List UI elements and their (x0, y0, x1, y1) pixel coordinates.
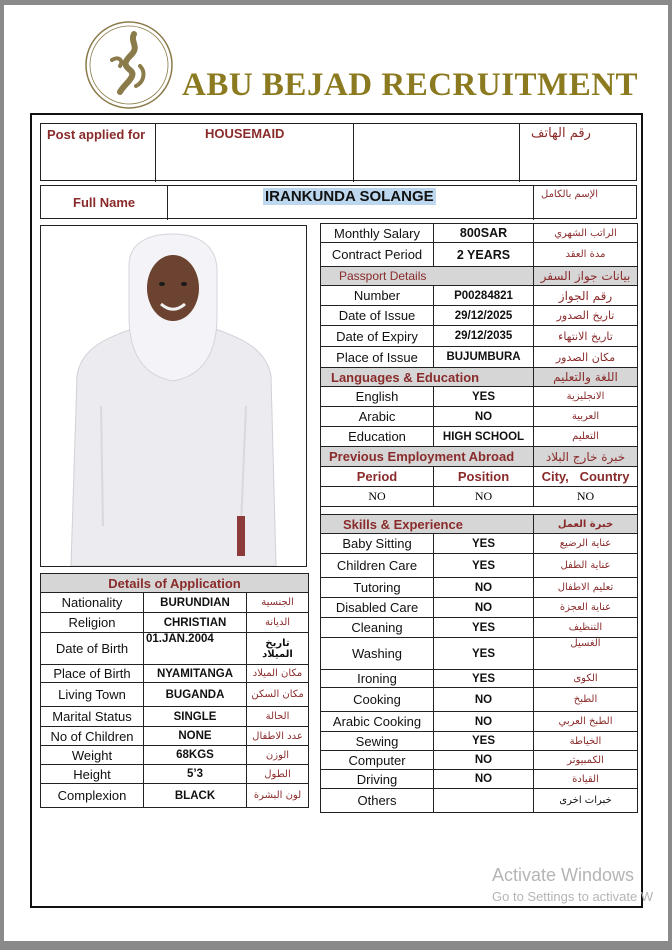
height-label: Height (41, 765, 144, 784)
pob-value: NYAMITANGA (144, 665, 247, 683)
activate-windows-subtitle: Go to Settings to activate W (492, 889, 654, 904)
salary-label: Monthly Salary (321, 224, 434, 243)
arabic-label-ar: العربية (534, 407, 638, 427)
skill-children-care-label: Children Care (321, 554, 434, 578)
education-value: HIGH SCHOOL (434, 427, 534, 447)
arabic-label: Arabic (321, 407, 434, 427)
skill-sewing-label: Sewing (321, 732, 434, 751)
skill-children-care-value: YES (434, 554, 534, 578)
passport-number-label-ar: رقم الجواز (534, 286, 638, 306)
skill-sewing-value: YES (434, 732, 534, 751)
skill-others-value (434, 789, 534, 813)
religion-label: Religion (41, 613, 144, 633)
languages-title-ar: اللغة والتعليم (534, 368, 638, 387)
nationality-label: Nationality (41, 593, 144, 613)
skill-driving-value: NO (434, 770, 534, 789)
skill-baby-sitting-ar: عناية الرضيع (534, 534, 638, 554)
skill-driving-label: Driving (321, 770, 434, 789)
dob-label: Date of Birth (41, 633, 144, 665)
brand-name: ABU BEJAD RECRUITMENT (182, 67, 639, 103)
contract-value: 2 YEARS (434, 243, 534, 267)
height-value: 5’3 (144, 765, 247, 784)
employment-position-value: NO (434, 487, 534, 507)
full-name-label: Full Name (73, 195, 136, 210)
full-name-value: IRANKUNDA SOLANGE (265, 188, 434, 205)
employment-city-header: City, Country (534, 467, 638, 487)
expiry-date-label-ar: تاريخ الانتهاء (534, 326, 638, 347)
arabic-value: NO (434, 407, 534, 427)
complexion-value: BLACK (144, 784, 247, 808)
skill-sewing-ar: الخياطة (534, 732, 638, 751)
skill-driving-ar: القيادة (534, 770, 638, 789)
skill-baby-sitting-label: Baby Sitting (321, 534, 434, 554)
nationality-label-ar: الجنسية (247, 593, 309, 613)
skill-ironing-label: Ironing (321, 670, 434, 688)
application-form (30, 113, 643, 908)
issue-date-label: Date of Issue (321, 306, 434, 326)
height-label-ar: الطول (247, 765, 309, 784)
issue-date-value: 29/12/2025 (434, 306, 534, 326)
living-town-label-ar: مكان السكن (247, 683, 309, 707)
applicant-photo-image (41, 226, 306, 566)
skill-ironing-ar: الكوى (534, 670, 638, 688)
expiry-date-label: Date of Expiry (321, 326, 434, 347)
application-details-table (40, 573, 309, 808)
complexion-label-ar: لون البشرة (247, 784, 309, 808)
post-applied-row (40, 123, 637, 181)
skill-baby-sitting-value: YES (434, 534, 534, 554)
pob-label: Place of Birth (41, 665, 144, 683)
marital-status-label: Marital Status (41, 707, 144, 727)
contract-label-ar: مدة العقد (534, 243, 638, 267)
skill-others-label: Others (321, 789, 434, 813)
passport-title: Passport Details (321, 267, 534, 286)
employment-city-value: NO (534, 487, 638, 507)
employment-period-header: Period (321, 467, 434, 487)
english-value: YES (434, 387, 534, 407)
living-town-value: BUGANDA (144, 683, 247, 707)
skill-washing-ar: الغسيل (534, 638, 638, 670)
pob-label-ar: مكان الميلاد (247, 665, 309, 683)
salary-label-ar: الراتب الشهري (534, 224, 638, 243)
skill-ironing-value: YES (434, 670, 534, 688)
languages-title: Languages & Education (321, 368, 534, 387)
weight-label: Weight (41, 746, 144, 765)
place-issue-label-ar: مكان الصدور (534, 347, 638, 368)
skills-title: Skills & Experience (321, 515, 534, 534)
skill-arabic-cooking-value: NO (434, 712, 534, 732)
passport-title-ar: بيانات جواز السفر (534, 267, 638, 286)
skill-cooking-label: Cooking (321, 688, 434, 712)
issue-date-label-ar: تاريخ الصدور (534, 306, 638, 326)
religion-value: CHRISTIAN (144, 613, 247, 633)
education-label: Education (321, 427, 434, 447)
employment-title-ar: خبرة خارج البلاد (534, 447, 638, 467)
phone-label-ar: رقم الهاتف (531, 126, 591, 141)
complexion-label: Complexion (41, 784, 144, 808)
employment-title: Previous Employment Abroad (321, 447, 534, 467)
salary-value: 800SAR (434, 224, 534, 243)
marital-status-value: SINGLE (144, 707, 247, 727)
skills-title-ar: خبرة العمل (534, 515, 638, 534)
skill-disabled-care-value: NO (434, 598, 534, 618)
skill-computer-ar: الكمبيوتر (534, 751, 638, 770)
nationality-value: BURUNDIAN (144, 593, 247, 613)
employment-position-header: Position (434, 467, 534, 487)
place-issue-label: Place of Issue (321, 347, 434, 368)
expiry-date-value: 29/12/2035 (434, 326, 534, 347)
english-label-ar: الانجليزية (534, 387, 638, 407)
skill-computer-value: NO (434, 751, 534, 770)
applicant-photo (40, 225, 307, 567)
skill-disabled-care-label: Disabled Care (321, 598, 434, 618)
right-details-table (320, 223, 638, 813)
header (4, 5, 668, 110)
children-value: NONE (144, 727, 247, 746)
dob-value: 01.JAN.2004 (144, 633, 247, 665)
calligraphy-monogram-logo (84, 20, 174, 110)
skill-washing-value: YES (434, 638, 534, 670)
activate-windows-title: Activate Windows (492, 865, 635, 885)
skill-tutoring-label: Tutoring (321, 578, 434, 598)
full-name-label-ar: الإسم بالكامل (541, 189, 599, 200)
passport-number-label: Number (321, 286, 434, 306)
post-applied-label: Post applied for (47, 127, 146, 142)
skill-computer-label: Computer (321, 751, 434, 770)
skill-children-care-ar: عناية الطفل (534, 554, 638, 578)
weight-label-ar: الوزن (247, 746, 309, 765)
skill-cooking-ar: الطبخ (534, 688, 638, 712)
living-town-label: Living Town (41, 683, 144, 707)
skill-cleaning-ar: التنظيف (534, 618, 638, 638)
skill-arabic-cooking-ar: الطبخ العربي (534, 712, 638, 732)
weight-value: 68KGS (144, 746, 247, 765)
english-label: English (321, 387, 434, 407)
place-issue-value: BUJUMBURA (434, 347, 534, 368)
application-details-title: Details of Application (41, 574, 309, 593)
full-name-row (40, 185, 637, 219)
skill-tutoring-value: NO (434, 578, 534, 598)
skill-cleaning-label: Cleaning (321, 618, 434, 638)
children-label-ar: عدد الاطفال (247, 727, 309, 746)
skill-disabled-care-ar: عناية العجزة (534, 598, 638, 618)
passport-number-value: P00284821 (434, 286, 534, 306)
post-applied-value: HOUSEMAID (205, 126, 285, 141)
skill-cooking-value: NO (434, 688, 534, 712)
education-label-ar: التعليم (534, 427, 638, 447)
contract-label: Contract Period (321, 243, 434, 267)
cv-page (4, 5, 668, 941)
religion-label-ar: الديانة (247, 613, 309, 633)
employment-period-value: NO (321, 487, 434, 507)
children-label: No of Children (41, 727, 144, 746)
skill-tutoring-ar: تعليم الاطفال (534, 578, 638, 598)
dob-label-ar: تاريخ الميلاد (247, 633, 309, 665)
skill-arabic-cooking-label: Arabic Cooking (321, 712, 434, 732)
marital-status-label-ar: الحالة (247, 707, 309, 727)
skill-cleaning-value: YES (434, 618, 534, 638)
skill-others-ar: خبرات اخرى (534, 789, 638, 813)
skill-washing-label: Washing (321, 638, 434, 670)
